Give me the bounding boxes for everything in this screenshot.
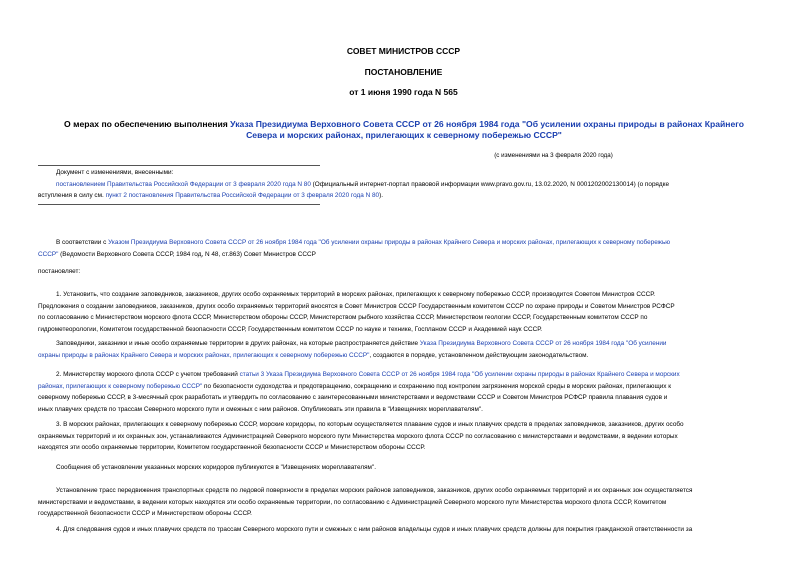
clause-1b-text: Заповедники, заказники и иные особо охраняемые территории в других районах, на которые распространяется действие [56, 340, 420, 347]
title-decree-link[interactable]: Указа Президиума Верховного Совета СССР от 26 ноября 1984 года "Об усилении охраны природы в районах Крайнего [230, 119, 744, 129]
clause-1b-decree-link-cont[interactable]: охраны природы в районах Крайнего Севера и морских районах, прилегающих к северному побережью СССР" [38, 351, 370, 359]
clause-2-line: северному побережью СССР, в 3-месячный срок разработать и утвердить по согласованию с заинтересованными министерствами и ведомствами СССР и Советом Министров РСФСР правила плавания судов и [38, 394, 668, 401]
clause-3-line: охраняемых территорий и их охранных зон, устанавливаются Администрацией Северного морского пути Министерства морского флота СССР по согласованию с министерствами и ведомствами, в ведении которых [38, 432, 678, 440]
clause-1-line: по согласованию с Министерством морского флота СССР, Министерством обороны СССР, Министерством рыбного хозяйства СССР, Министерством геологии СССР, Государственным комитетом СССР по [38, 314, 648, 321]
clause-1-line: 1. Установить, что создание заповедников, заказников, других особо охраняемых территорий в морских районах, прилегающих к северному побережью СССР, производится Советом Министров СССР. [56, 291, 656, 298]
clause-1-line: гидрометеорологии, Комитетом государственной безопасности СССР, Государственным комитетом СССР по науке и технике, Госпланом СССР и Академией наук СССР. [38, 325, 543, 333]
changes-text-1: (Официальный интернет-портал правовой информации www.pravo.gov.ru, 13.02.2020, N 0001202002130014) (о порядке [310, 180, 670, 188]
clause-3-line: 3. В морских районах, прилегающих к северному побережью СССР, морские коридоры, по которым осуществляется плавание судов и иных плавучих средств в пределах заповедников, заказников, других особо [56, 421, 684, 428]
document-title [40, 119, 768, 141]
clause-3-line: находятся эти особо охраняемые территории, Комитетом государственной безопасности СССР и Министерством обороны СССР. [38, 444, 426, 451]
clause-2-text-cont: по безопасности судоходства и предотвращению, сокращению и сохранению под контролем загрязнения морской среды в морских районах, прилегающих к [202, 382, 672, 390]
preamble-decree-link[interactable]: Указом Президиума Верховного Совета СССР от 26 ноября 1984 года "Об усилении охраны природы в районах Крайнего Севера и морских районах, прилегающих к северному побережью [108, 239, 671, 246]
preamble [38, 237, 772, 260]
resolves-line: постановляет: [38, 268, 81, 275]
clause-1-other-areas [38, 338, 772, 361]
clause-3-publication: Сообщения об установлении указанных морских коридоров публикуются в "Извещениях мореплавателям". [56, 464, 376, 471]
clause-2-article-link[interactable]: статьи 3 Указа Президиума Верховного Совета СССР от 26 ноября 1984 года "Об усилении охраны природы в районах Крайнего Севера и морских [239, 371, 680, 378]
changes-text-3: ). [379, 192, 383, 199]
changes-block [38, 167, 772, 202]
changes-lead: Документ с изменениями, внесенными: [56, 169, 174, 176]
title-prefix: О мерах по обеспечению выполнения [64, 119, 231, 129]
divider-bottom [38, 204, 320, 205]
clause-3b-line: государственной безопасности СССР и Министерством обороны СССР. [38, 510, 252, 517]
changes-clause-link[interactable]: пункт 2 постановления Правительства Российской Федерации от 3 февраля 2020 года N 80 [105, 192, 380, 199]
changes-resolution-link[interactable]: постановлением Правительства Российской Федерации от 3 февраля 2020 года N 80 [56, 180, 311, 188]
clause-1b-decree-link[interactable]: Указа Президиума Верховного Совета СССР от 26 ноября 1984 года "Об усилении [419, 340, 667, 347]
preamble-text: В соответствии с [56, 239, 109, 246]
document-date-number: от 1 июня 1990 года N 565 [349, 87, 458, 97]
clause-1 [38, 289, 772, 335]
clause-3b-line: министерствами и ведомствами, в ведении которых находятся эти особо охраняемые территории, по согласованию с Администрацией Северного морского пути Министерства морского флота СССР, Комитетом [38, 498, 667, 506]
edition-note: (с изменениями на 3 февраля 2020 года) [494, 152, 613, 159]
changes-text-2: вступления в силу см. [38, 192, 106, 199]
clause-1-line: Предложения о создании заповедников, заказников, других особо охраняемых территорий вносятся в Совет Министров СССР Государственным комитетом СССР по охране природы и Советом Министров РСФСР [38, 302, 675, 310]
clause-4: 4. Для следования судов и иных плавучих средств по трассам Северного морского пути и смежных с ним районов владельцы судов и иных плавучих средств должны для покрытия гражданской ответственности за [56, 526, 693, 533]
clause-1b-text-end: , создаются в порядке, установленном действующим законодательством. [369, 351, 589, 359]
clause-2-line: иных плавучих средств по трассам Северного морского пути и смежных с ним районов. Опубликовать эти правила в "Извещениях мореплавателям". [38, 405, 483, 413]
clause-2-text: 2. Министерству морского флота СССР с учетом требований [56, 371, 240, 378]
issuing-body: СОВЕТ МИНИСТРОВ СССР [346, 46, 461, 56]
preamble-source: (Ведомости Верховного Совета СССР, 1984 год, N 48, ст.863) Совет Министров СССР [58, 250, 316, 258]
title-decree-link-cont[interactable]: Севера и морских районах, прилегающих к северному побережью СССР" [246, 130, 562, 140]
clause-3b-line: Установление трасс передвижения транспортных средств по ледовой поверхности в пределах морских районов заповедников, заказников, других особо охраняемых территорий и их охранных зон осуществляется [56, 487, 693, 494]
clause-2 [38, 369, 772, 415]
clause-2-article-link-cont[interactable]: районах, прилегающих к северному побережью СССР" [38, 382, 203, 390]
preamble-decree-link-cont[interactable]: СССР" [38, 250, 59, 258]
clause-3 [38, 419, 772, 454]
document-type: ПОСТАНОВЛЕНИЕ [364, 67, 443, 77]
clause-3-ice-routes [38, 485, 772, 520]
divider-top [38, 165, 320, 166]
